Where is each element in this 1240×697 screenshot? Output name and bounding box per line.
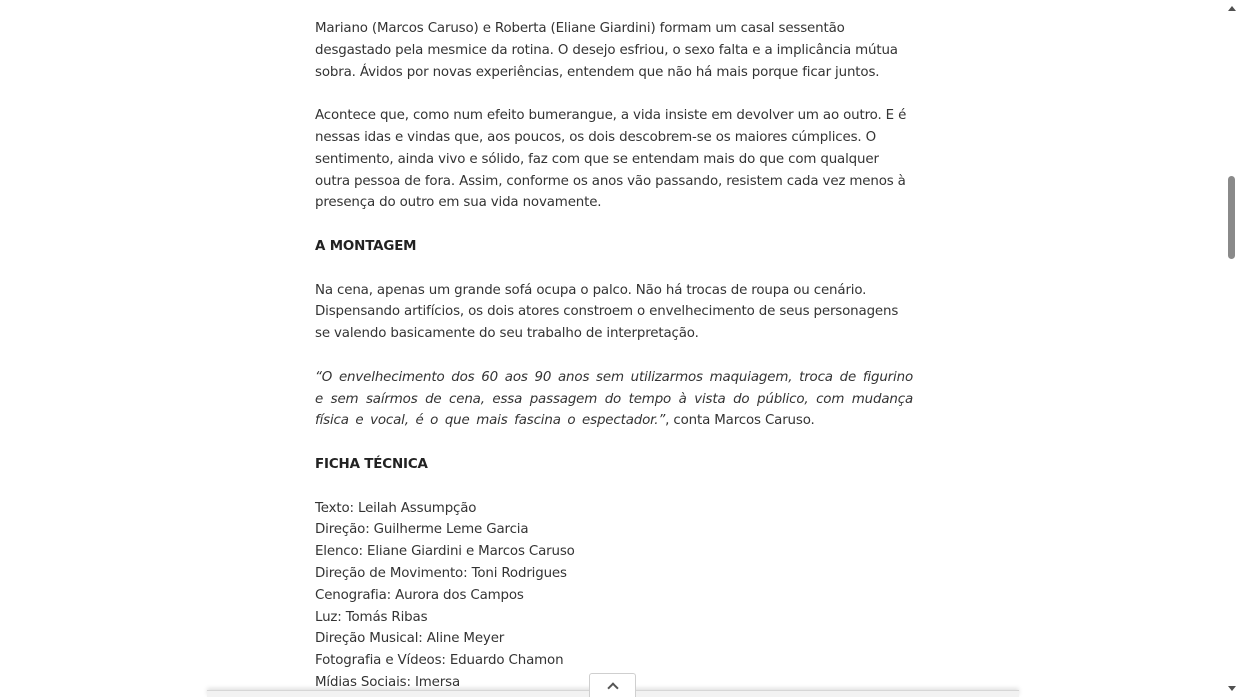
credit-item: Fotografia e Vídeos: Eduardo Chamon <box>315 653 564 669</box>
scroll-down-button[interactable] <box>1223 680 1240 697</box>
dock-expand-button[interactable] <box>589 673 636 697</box>
article-body <box>315 18 913 694</box>
ficha-tecnica-heading: FICHA TÉCNICA <box>315 456 428 472</box>
triangle-up-icon <box>1228 6 1236 11</box>
scroll-up-button[interactable] <box>1223 0 1240 17</box>
credit-item: Mídias Sociais: Imersa <box>315 674 460 690</box>
credit-item: Cenografia: Aurora dos Campos <box>315 587 524 603</box>
quote-text: “O envelhecimento dos 60 aos 90 anos sem utilizarmos maquiagem, troca de figurino e sem saírmos de cena, essa passagem do tempo à vista do público, com mudança física e vocal, é o que mais fascina o espectador.” <box>315 369 913 429</box>
synopsis-paragraph-1: Mariano (Marcos Caruso) e Roberta (Eliane Giardini) formam um casal sessentão desgastado pela mesmice da rotina. O desejo esfriou, o sexo falta e a implicância mútua sobra. Ávidos por novas experiências, entendem que não há mais porque ficar juntos. <box>315 21 898 80</box>
credit-item: Luz: Tomás Ribas <box>315 609 428 625</box>
credit-item: Direção Musical: Aline Meyer <box>315 631 505 647</box>
chevron-up-icon <box>607 682 618 693</box>
triangle-down-icon <box>1228 686 1236 691</box>
quote-attribution: , conta Marcos Caruso. <box>665 413 815 429</box>
vertical-scrollbar[interactable] <box>1223 0 1240 697</box>
credit-item: Direção de Movimento: Toni Rodrigues <box>315 565 567 581</box>
montagem-heading: A MONTAGEM <box>315 238 417 254</box>
scrollbar-thumb[interactable] <box>1228 176 1235 259</box>
credit-item: Elenco: Eliane Giardini e Marcos Caruso <box>315 544 575 560</box>
credits-list <box>315 498 913 694</box>
synopsis-paragraph-2: Acontece que, como num efeito bumerangue, a vida insiste em devolver um ao outro. E é nessas idas e vindas que, aos poucos, os dois descobrem-se os maiores cúmplices. O sentimento, ainda vivo e sólido, faz com que se entendam mais do que com qualquer outra pessoa de fora. Assim, conforme os anos vão passando, resistem cada vez menos à presença do outro em sua vida novamente. <box>315 108 907 211</box>
credit-item: Texto: Leilah Assumpção <box>315 500 477 516</box>
montagem-paragraph: Na cena, apenas um grande sofá ocupa o palco. Não há trocas de roupa ou cenário. Dispensando artifícios, os dois atores constroem o envelhecimento de seus personagens se valendo basicamente do seu trabalho de interpretação. <box>315 282 899 342</box>
director-quote <box>315 367 913 432</box>
credit-item: Direção: Guilherme Leme Garcia <box>315 522 529 538</box>
